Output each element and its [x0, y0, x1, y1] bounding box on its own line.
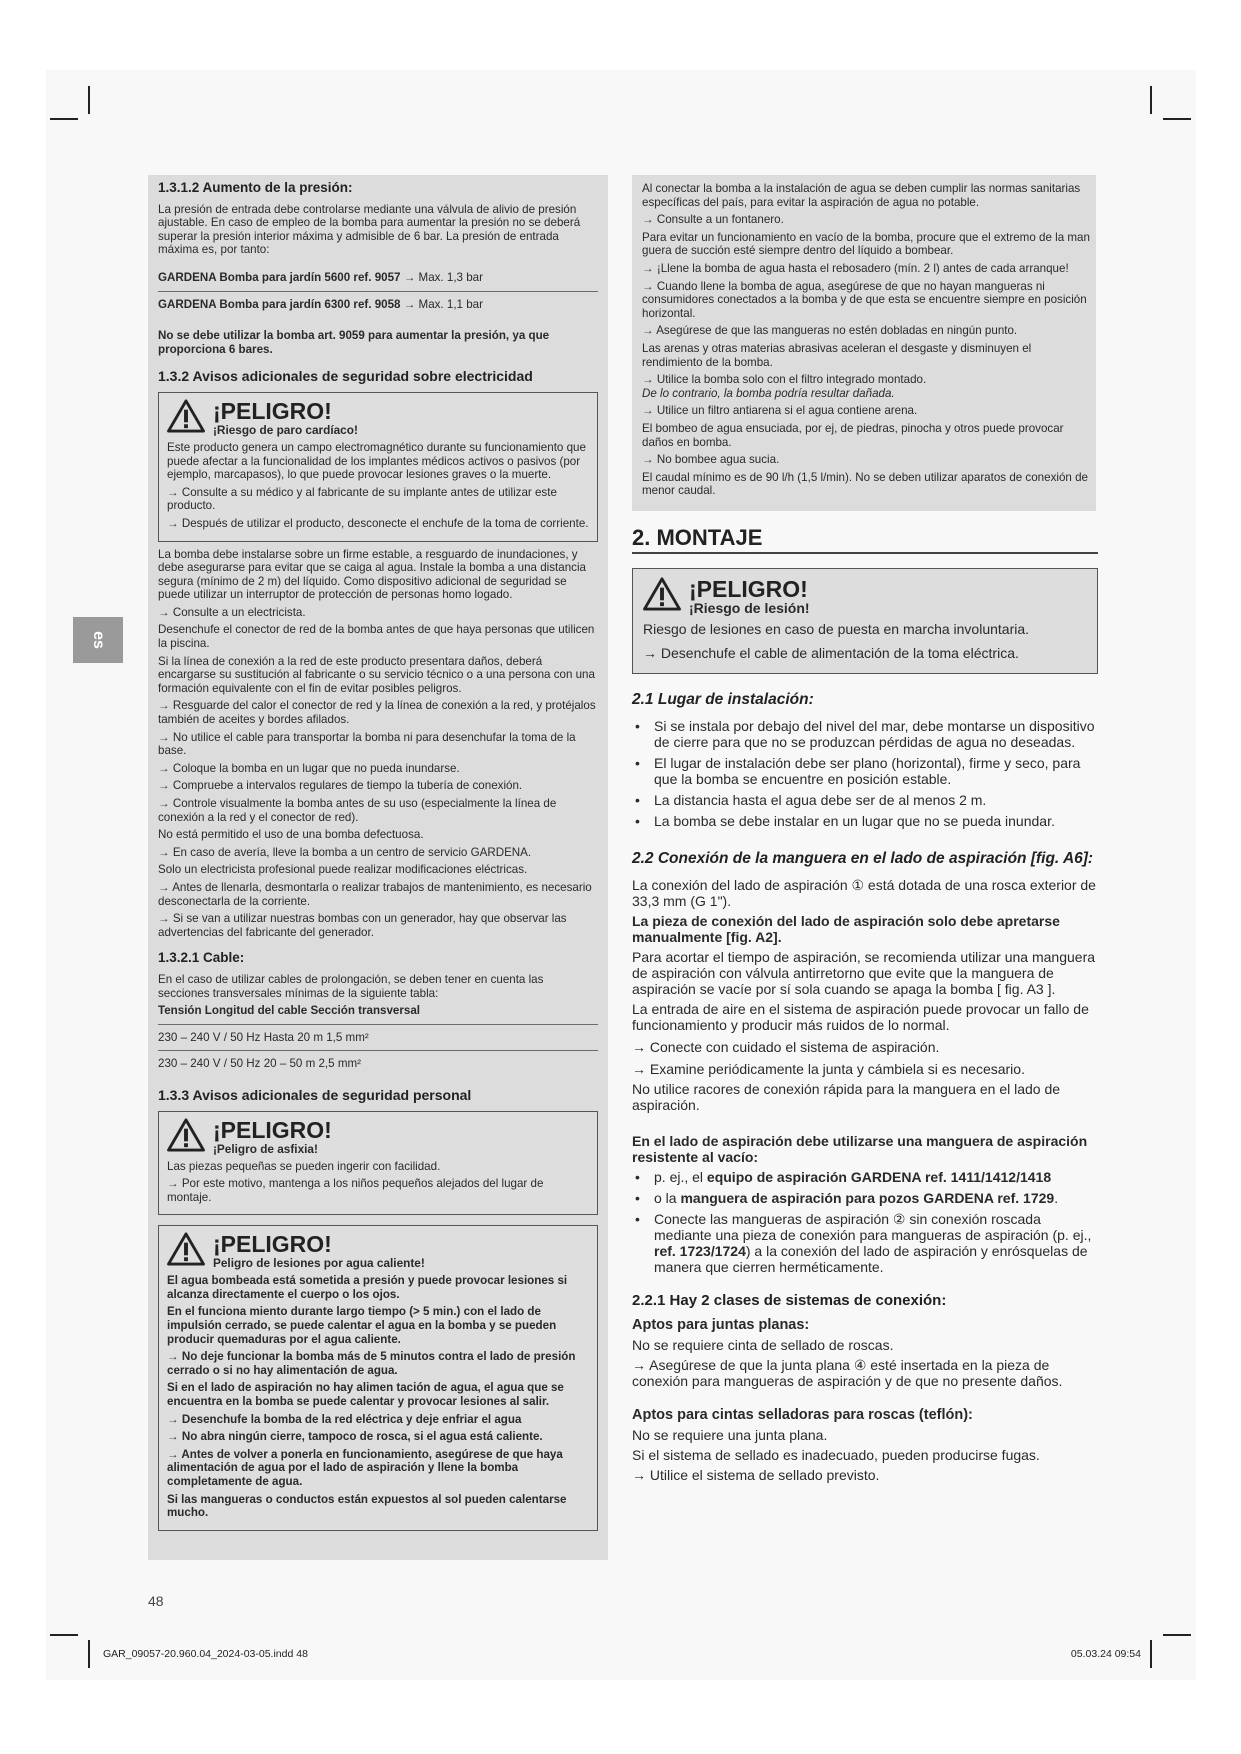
- paragraph: Si la línea de conexión a la red de este producto presentara daños, deberá encargarse su sustitución al fabricante o su servicio técnico o a una persona con una formación equivalente con el fin de evitar posibles peligros.: [158, 654, 595, 695]
- warning-triangle-icon: [167, 1118, 205, 1152]
- action-item: → No bombee agua sucia.: [642, 453, 1090, 467]
- footer-file-name: GAR_09057-20.960.04_2024-03-05.indd 48: [103, 1648, 308, 1660]
- action-item: → Asegúrese de que las mangueras no estén dobladas en ningún punto.: [642, 324, 1090, 338]
- bullet-item: • Si se instala por debajo del nivel del mar, debe montarse un dispositivo de cierre para que no se produzcan pérdidas de agua no deseadas.: [632, 718, 1098, 750]
- action-item: → Si se van a utilizar nuestras bombas con un generador, hay que observar las advertencias del fabricante del generador.: [158, 912, 598, 939]
- paragraph: Desenchufe el conector de red de la bomba antes de que haya personas que utilicen la piscina.: [158, 623, 595, 651]
- danger-text: El agua bombeada está sometida a presión y puede provocar lesiones si alcanza directamente el cuerpo o los ojos.: [167, 1274, 568, 1301]
- paragraph: No se requiere una junta plana.: [632, 1427, 828, 1443]
- paragraph: No se requiere cinta de sellado de roscas.: [632, 1337, 894, 1353]
- danger-action: → Desenchufe la bomba de la red eléctrica y deje enfriar el agua: [167, 1413, 589, 1427]
- danger-action: → No abra ningún cierre, tampoco de rosca, si el agua está caliente.: [167, 1430, 589, 1444]
- pressure-row: GARDENA Bomba para jardín 6300 ref. 9058 → Max. 1,1 bar: [158, 297, 483, 311]
- action-item: → Utilice un filtro antiarena si el agua contiene arena.: [642, 404, 1090, 418]
- paragraph-bold: La pieza de conexión del lado de aspiración solo debe apretarse manualmente [fig. A2].: [632, 913, 1060, 945]
- heading-221: 2.2.1 Hay 2 clases de sistemas de conexión:: [632, 1292, 947, 1309]
- bullet-item: • La bomba se debe instalar en un lugar que no se pueda inundar.: [632, 813, 1098, 829]
- paragraph: Las arenas y otras materias abrasivas aceleran el desgaste y disminuyen el rendimiento de la bomba.: [642, 341, 1032, 369]
- bullet-item: • El lugar de instalación debe ser plano (horizontal), firme y seco, para que la bomba se encuentre en posición estable.: [632, 755, 1098, 787]
- action-item: → Controle visualmente la bomba antes de su uso (especialmente la línea de conexión a la red y el conector de red).: [158, 797, 598, 824]
- paragraph: En el caso de utilizar cables de prolongación, se deben tener en cuenta las secciones transversales mínimas de la siguiente tabla:: [158, 972, 544, 1000]
- heading-132: 1.3.2 Avisos adicionales de seguridad sobre electricidad: [158, 368, 533, 385]
- section-title-montaje: 2. MONTAJE: [632, 530, 1098, 554]
- danger-action: → Desenchufe el cable de alimentación de la toma eléctrica.: [643, 645, 1087, 661]
- cable-table-row: 230 – 240 V / 50 Hz Hasta 20 m 1,5 mm²: [158, 1030, 369, 1044]
- paragraph: El caudal mínimo es de 90 l/h (1,5 l/min). No se deben utilizar aparatos de conexión de menor caudal.: [642, 470, 1088, 498]
- danger-box-asphyxia: [158, 1111, 598, 1216]
- action-item: → No utilice el cable para transportar la bomba ni para desenchufar la toma de la base.: [158, 731, 598, 758]
- danger-text: Riesgo de lesiones en caso de puesta en marcha involuntaria.: [643, 621, 1030, 637]
- crop-mark: [1163, 118, 1191, 120]
- bullet-item: • p. ej., el equipo de aspiración GARDENA ref. 1411/1412/1418: [632, 1169, 1098, 1185]
- page-number: 48: [148, 1593, 164, 1609]
- pump-5600-label: GARDENA Bomba para jardín 5600 ref. 9057: [158, 270, 401, 284]
- danger-box-cardiac: [158, 392, 598, 542]
- crop-mark: [88, 86, 90, 114]
- divider: [158, 1050, 598, 1051]
- action-item: → En caso de avería, lleve la bomba a un centro de servicio GARDENA.: [158, 846, 598, 860]
- paragraph: No está permitido el uso de una bomba defectuosa.: [158, 828, 424, 842]
- paragraph: Para acortar el tiempo de aspiración, se recomienda utilizar una manguera de aspiración con válvula antirretorno que evite que la manguera de aspiración se vacíe por sí sola cuando se apaga la bomba [ fig. A3 ].: [632, 949, 1096, 997]
- danger-title: ¡PELIGRO!: [213, 1231, 332, 1258]
- danger-action: → Consulte a su médico y al fabricante de su implante antes de utilizar este producto.: [167, 486, 589, 513]
- heading-133: 1.3.3 Avisos adicionales de seguridad personal: [158, 1086, 472, 1103]
- right-main-column: [632, 525, 1098, 1487]
- crop-mark: [1150, 86, 1152, 114]
- paragraph: La entrada de aire en el sistema de aspiración puede provocar un fallo de funcionamiento y producir más ruidos de lo normal.: [632, 1001, 1089, 1033]
- crop-mark: [1150, 1640, 1152, 1668]
- action-item: → ¡Llene la bomba de agua hasta el rebosadero (mín. 2 l) antes de cada arranque!: [642, 262, 1090, 276]
- pump-6300-value: Max. 1,1 bar: [418, 297, 483, 311]
- danger-text: Si las mangueras o conductos están expuestos al sol pueden calentarse mucho.: [167, 1492, 567, 1520]
- paragraph: Para evitar un funcionamiento en vacío de la bomba, procure que el extremo de la man guera de succión esté siempre dentro del líquido a bombear.: [642, 230, 1090, 258]
- paragraph: Al conectar la bomba a la instalación de agua se deben cumplir las normas sanitarias específicas del país, para evitar la aspiración de agua no potable.: [642, 182, 1081, 209]
- action-item: → Coloque la bomba en un lugar que no pueda inundarse.: [158, 762, 598, 776]
- divider: [158, 291, 598, 292]
- action-item: → Resguarde del calor el conector de red y la línea de conexión a la red, y protéjalos también de aceites y bordes afilados.: [158, 699, 598, 726]
- danger-action: → Antes de volver a ponerla en funcionamiento, asegúrese de que haya alimentación de agua por el lado de aspiración y llene la bomba completamente de agua.: [167, 1448, 589, 1489]
- subheading-flat: Aptos para juntas planas:: [632, 1317, 810, 1333]
- paragraph-italic: De lo contrario, la bomba podría resultar dañada.: [642, 386, 895, 400]
- paragraph: El bombeo de agua ensuciada, por ej, de piedras, pinocha y otros puede provocar daños en bomba.: [642, 421, 1064, 449]
- paragraph: No utilice racores de conexión rápida para la manguera en el lado de aspiración.: [632, 1081, 1061, 1113]
- danger-subtitle: ¡Riesgo de paro cardíaco!: [213, 422, 358, 437]
- crop-mark: [88, 1640, 90, 1668]
- bullet-item: • o la manguera de aspiración para pozos GARDENA ref. 1729.: [632, 1190, 1098, 1206]
- paragraph: La bomba debe instalarse sobre un firme estable, a resguardo de inundaciones, y debe asegurarse para evitar que se caiga al agua. Instale la bomba a una distancia segura (mínimo de 2 m) del líquido. Como dispositivo adicional de seguridad se puede utilizar un interruptor de protección de personas homo logado.: [158, 547, 586, 602]
- cable-table-row: 230 – 240 V / 50 Hz 20 – 50 m 2,5 mm²: [158, 1057, 361, 1071]
- danger-title: ¡PELIGRO!: [213, 397, 332, 424]
- cable-table-header: Tensión Longitud del cable Sección transversal: [158, 1004, 420, 1018]
- heading-1321: 1.3.2.1 Cable:: [158, 950, 245, 966]
- heading-1312: 1.3.1.2 Aumento de la presión:: [158, 180, 353, 195]
- crop-mark: [50, 1634, 78, 1636]
- action-item: → Utilice la bomba solo con el filtro integrado montado.: [642, 373, 1090, 387]
- action-item: → Examine periódicamente la junta y cámbiela si es necesario.: [632, 1061, 1098, 1077]
- danger-action: → Después de utilizar el producto, desconecte el enchufe de la toma de corriente.: [167, 517, 589, 531]
- danger-text: Las piezas pequeñas se pueden ingerir con facilidad.: [167, 1159, 441, 1173]
- action-item: → Consulte a un electricista.: [158, 606, 598, 620]
- crop-mark: [1163, 1634, 1191, 1636]
- action-item: → Consulte a un fontanero.: [642, 213, 1090, 227]
- action-item: → Compruebe a intervalos regulares de tiempo la tubería de conexión.: [158, 779, 598, 793]
- warning-triangle-icon: [167, 399, 205, 433]
- action-item: → Conecte con cuidado el sistema de aspiración.: [632, 1039, 1098, 1055]
- danger-text: Si en el lado de aspiración no hay alimen tación de agua, el agua que se encuentra en la bomba se puede calentar y provocar lesiones al salir.: [167, 1381, 564, 1409]
- paragraph-bold: En el lado de aspiración debe utilizarse una manguera de aspiración resistente al vacío:: [632, 1133, 1088, 1165]
- paragraph: Si el sistema de sellado es inadecuado, pueden producirse fugas.: [632, 1447, 1040, 1463]
- danger-title: ¡PELIGRO!: [689, 576, 808, 602]
- action-item: → Cuando llene la bomba de agua, asegúrese de que no hayan mangueras ni consumidores conectados a la bomba y de que esta se encuentre siempre en posición horizontal.: [642, 280, 1090, 321]
- danger-subtitle: ¡Peligro de asfixia!: [213, 1141, 318, 1156]
- danger-title: ¡PELIGRO!: [213, 1116, 332, 1143]
- warning-triangle-icon: [167, 1232, 205, 1266]
- action-item: → Asegúrese de que la junta plana ④ esté insertada en la pieza de conexión para mangueras de aspiración y de que no presente daños.: [632, 1357, 1098, 1389]
- heading-22: 2.2 Conexión de la manguera en el lado de aspiración [fig. A6]:: [632, 850, 1094, 867]
- note-9059: No se debe utilizar la bomba art. 9059 para aumentar la presión, ya que proporciona 6 bares.: [158, 329, 550, 356]
- bullet-item: • La distancia hasta el agua debe ser de al menos 2 m.: [632, 792, 1098, 808]
- footer-date: 05.03.24 09:54: [1070, 1648, 1141, 1660]
- action-item: → Utilice el sistema de sellado previsto.: [632, 1467, 1098, 1483]
- danger-text: Este producto genera un campo electromagnético durante su funcionamiento que puede afectar a la funcionalidad de los implantes médicos activos o pasivos (por ejemplo, marcapasos), lo que puede provocar lesiones graves o la muerte.: [167, 440, 586, 482]
- divider: [158, 1024, 598, 1025]
- paragraph: La presión de entrada debe controlarse mediante una válvula de alivio de presión ajustable. En caso de empleo de la bomba para aumentar la presión no se deberá superar la presión interior máxima y admisible de 6 bar. La presión de entrada máxima es, por tanto:: [158, 202, 581, 257]
- action-item: → Antes de llenarla, desmontarla o realizar trabajos de mantenimiento, es necesario desconectarla de la corriente.: [158, 881, 598, 908]
- heading-21: 2.1 Lugar de instalación:: [632, 691, 814, 708]
- language-tab: es: [73, 617, 123, 663]
- danger-action: → No deje funcionar la bomba más de 5 minutos contra el lado de presión cerrado o si no hay alimentación de agua.: [167, 1350, 589, 1377]
- danger-subtitle: ¡Riesgo de lesión!: [689, 600, 810, 616]
- paragraph: La conexión del lado de aspiración ① está dotada de una rosca exterior de 33,3 mm (G 1").: [632, 877, 1096, 909]
- right-top-column: [642, 182, 1090, 502]
- danger-text: En el funciona miento durante largo tiempo (> 5 min.) con el lado de impulsión cerrado, se puede calentar el agua en la bomba y se pueden producir quemaduras por el agua caliente.: [167, 1305, 557, 1346]
- subheading-teflon: Aptos para cintas selladoras para roscas (teflón):: [632, 1407, 973, 1423]
- left-column: [148, 175, 608, 1537]
- danger-box-hot-water: [158, 1225, 598, 1531]
- paragraph: Solo un electricista profesional puede realizar modificaciones eléctricas.: [158, 863, 528, 877]
- pump-5600-value: Max. 1,3 bar: [418, 270, 483, 284]
- warning-triangle-icon: [643, 577, 681, 611]
- danger-subtitle: Peligro de lesiones por agua caliente!: [213, 1256, 425, 1271]
- bullet-item: • Conecte las mangueras de aspiración ② sin conexión roscada mediante una pieza de conexión para mangueras de aspiración (p. ej., ref. 1723/1724) a la conexión del lado de aspiración y enrósquelas de manera que cierren herméticamente.: [632, 1211, 1098, 1275]
- crop-mark: [50, 118, 78, 120]
- danger-box-injury: [632, 568, 1098, 674]
- danger-action: → Por este motivo, mantenga a los niños pequeños alejados del lugar de montaje.: [167, 1177, 589, 1204]
- pressure-row: GARDENA Bomba para jardín 5600 ref. 9057 → Max. 1,3 bar: [158, 270, 483, 284]
- pump-6300-label: GARDENA Bomba para jardín 6300 ref. 9058: [158, 297, 401, 311]
